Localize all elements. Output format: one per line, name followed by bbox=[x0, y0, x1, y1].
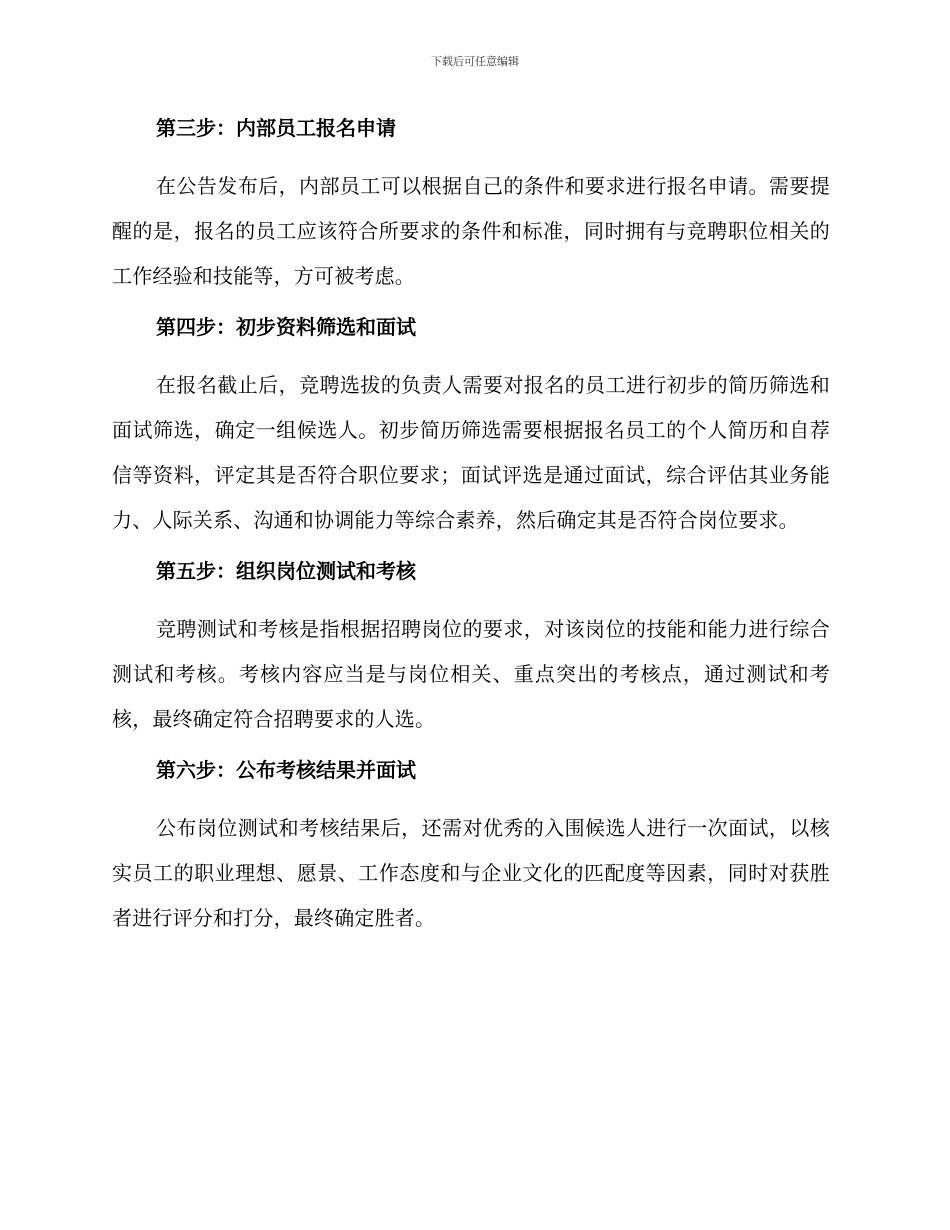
spacer bbox=[112, 589, 830, 607]
section-paragraph-step-3: 在公告发布后，内部员工可以根据自己的条件和要求进行报名申请。需要提醒的是，报名的员工应该符合所要求的条件和标准，同时拥有与竞聘职位相关的工作经验和技能等，方可被考虑。 bbox=[112, 174, 830, 288]
section-paragraph-step-4: 在报名截止后，竞聘选拔的负责人需要对报名的员工进行初步的简历筛选和面试筛选，确定一组候选人。初步简历筛选需要根据报名员工的个人简历和自荐信等资料，评定其是否符合职位要求；面试评选是通过面试，综合评估其业务能力、人际关系、沟通和协调能力等综合素养，然后确定其是否符合岗位要求。 bbox=[112, 373, 830, 532]
spacer bbox=[112, 543, 830, 553]
spacer bbox=[112, 345, 830, 363]
section-paragraph-step-6: 公布岗位测试和考核结果后，还需对优秀的入围候选人进行一次面试，以核实员工的职业理想、愿景、工作态度和与企业文化的匹配度等因素，同时对获胜者进行评分和打分，最终确定胜者。 bbox=[112, 816, 830, 930]
section-paragraph-step-5: 竞聘测试和考核是指根据招聘岗位的要求，对该岗位的技能和能力进行综合测试和考核。考核内容应当是与岗位相关、重点突出的考核点，通过测试和考核，最终确定符合招聘要求的人选。 bbox=[112, 617, 830, 731]
section-heading-step-3: 第三步：内部员工报名申请 bbox=[156, 116, 396, 140]
section-heading-step-5: 第五步：组织岗位测试和考核 bbox=[156, 559, 416, 583]
document-body bbox=[112, 110, 830, 941]
spacer bbox=[112, 788, 830, 806]
spacer bbox=[112, 146, 830, 164]
spacer bbox=[112, 299, 830, 309]
page-header: 下载后可任意编辑 bbox=[431, 55, 519, 68]
spacer bbox=[112, 742, 830, 752]
section-heading-step-6: 第六步：公布考核结果并面试 bbox=[156, 758, 416, 782]
section-heading-step-4: 第四步：初步资料筛选和面试 bbox=[156, 315, 416, 339]
